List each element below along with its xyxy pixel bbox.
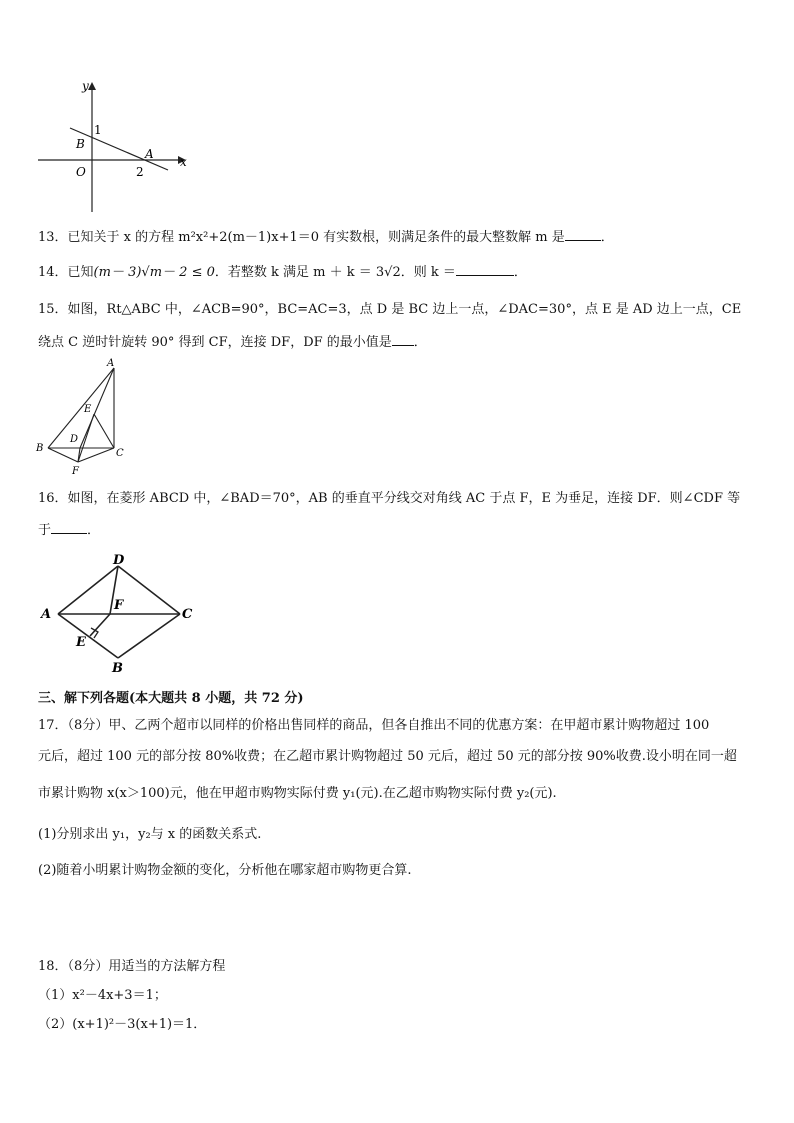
label-d: D <box>70 434 79 445</box>
coordinate-figure <box>30 78 200 218</box>
question-18-title: 18．（8分）用适当的方法解方程 <box>38 959 226 974</box>
question-18-part-2: （2）(x+1)²－3(x+1)＝1． <box>38 1017 207 1032</box>
label-b: B <box>112 661 123 676</box>
segment-fe <box>90 614 110 636</box>
label-d: D <box>113 553 125 568</box>
question-18-part-1: （1）x²－4x+3＝1； <box>38 988 167 1003</box>
question-17-line-1: 17．（8分）甲、乙两个超市以同样的价格出售同样的商品，但各自推出不同的优惠方案：在甲超市累计购物超过 100 <box>38 718 710 733</box>
segment-cf <box>78 448 114 462</box>
question-15-text: 绕点 C 逆时针旋转 90° 得到 CF，连接 DF，DF 的最小值是 <box>38 335 392 350</box>
label-f: F <box>114 598 124 613</box>
question-13-end: ． <box>600 230 614 245</box>
answer-blank-13 <box>565 228 601 241</box>
question-14-expression: (m－ 3)√m－ 2 ≤ 0 <box>93 265 215 280</box>
segment-ef <box>78 414 94 462</box>
segment-bf <box>48 448 78 462</box>
question-14 <box>38 263 764 282</box>
question-17-line-3: 市累计购物 x(x＞100)元，他在甲超市购物实际付费 y₁(元).在乙超市购物实际付费 y₂(元). <box>38 786 557 801</box>
question-13 <box>38 228 764 247</box>
y-axis-arrow <box>88 82 96 90</box>
section-3-heading: 三、解下列各题(本大题共 8 小题，共 72 分) <box>38 691 304 706</box>
segment-cb <box>118 614 180 658</box>
x-axis-label: x <box>180 155 187 169</box>
label-c: C <box>116 448 124 459</box>
label-e: E <box>76 635 86 650</box>
segment-dc <box>118 566 180 614</box>
question-16-line-1: 16．如图，在菱形 ABCD 中，∠BAD＝70°，AB 的垂直平分线交对角线 AC 于点 F，E 为垂足，连接 DF．则∠CDF 等 <box>38 491 741 506</box>
rhombus-figure <box>36 552 206 678</box>
question-16-end: ． <box>87 523 101 538</box>
question-17-part-2: (2)随着小明累计购物金额的变化，分析他在哪家超市购物更合算. <box>38 863 412 878</box>
label-f: F <box>72 466 79 477</box>
question-14-middle: ．若整数 k 满足 m ＋ k ＝ 3√2．则 k ＝ <box>214 265 456 280</box>
label-a: A <box>145 147 154 161</box>
label-b: B <box>76 137 85 151</box>
question-14-prefix: 14．已知 <box>38 265 94 280</box>
segment-ce <box>94 414 114 448</box>
question-15-line-1: 15．如图，Rt△ABC 中，∠ACB=90°，BC=AC=3，点 D 是 BC 边上一点，∠DAC=30°，点 E 是 AD 边上一点，CE <box>38 302 742 317</box>
question-17-part-1: (1)分别求出 y₁，y₂与 x 的函数关系式. <box>38 827 262 842</box>
label-1: 1 <box>94 123 102 137</box>
question-14-end: ． <box>513 265 527 280</box>
question-17-line-2: 元后，超过 100 元的部分按 80%收费；在乙超市累计购物超过 50 元后，超过 50 元的部分按 90%收费.设小明在同一超 <box>38 749 737 764</box>
question-16-line-2 <box>38 521 764 540</box>
label-o: O <box>76 165 86 179</box>
label-e: E <box>84 404 92 415</box>
label-b: B <box>36 443 44 454</box>
question-15-end: ． <box>413 335 427 350</box>
answer-blank-15 <box>392 333 414 346</box>
y-axis-label: y <box>82 79 89 93</box>
question-13-text: 13．已知关于 x 的方程 m²x²+2(m－1)x+1＝0 有实数根，则满足条件的最大整数解 m 是 <box>38 230 565 245</box>
segment-ba <box>58 614 118 658</box>
answer-blank-14 <box>456 263 514 276</box>
answer-blank-16 <box>51 521 87 534</box>
label-2: 2 <box>136 165 144 179</box>
label-c: C <box>182 607 193 622</box>
question-15-line-2 <box>38 333 764 352</box>
label-a: A <box>107 358 115 369</box>
label-a: A <box>41 607 52 622</box>
triangle-figure <box>30 356 140 481</box>
segment-ab <box>48 368 114 448</box>
segment-ad <box>58 566 118 614</box>
question-16-text: 于 <box>38 523 52 538</box>
